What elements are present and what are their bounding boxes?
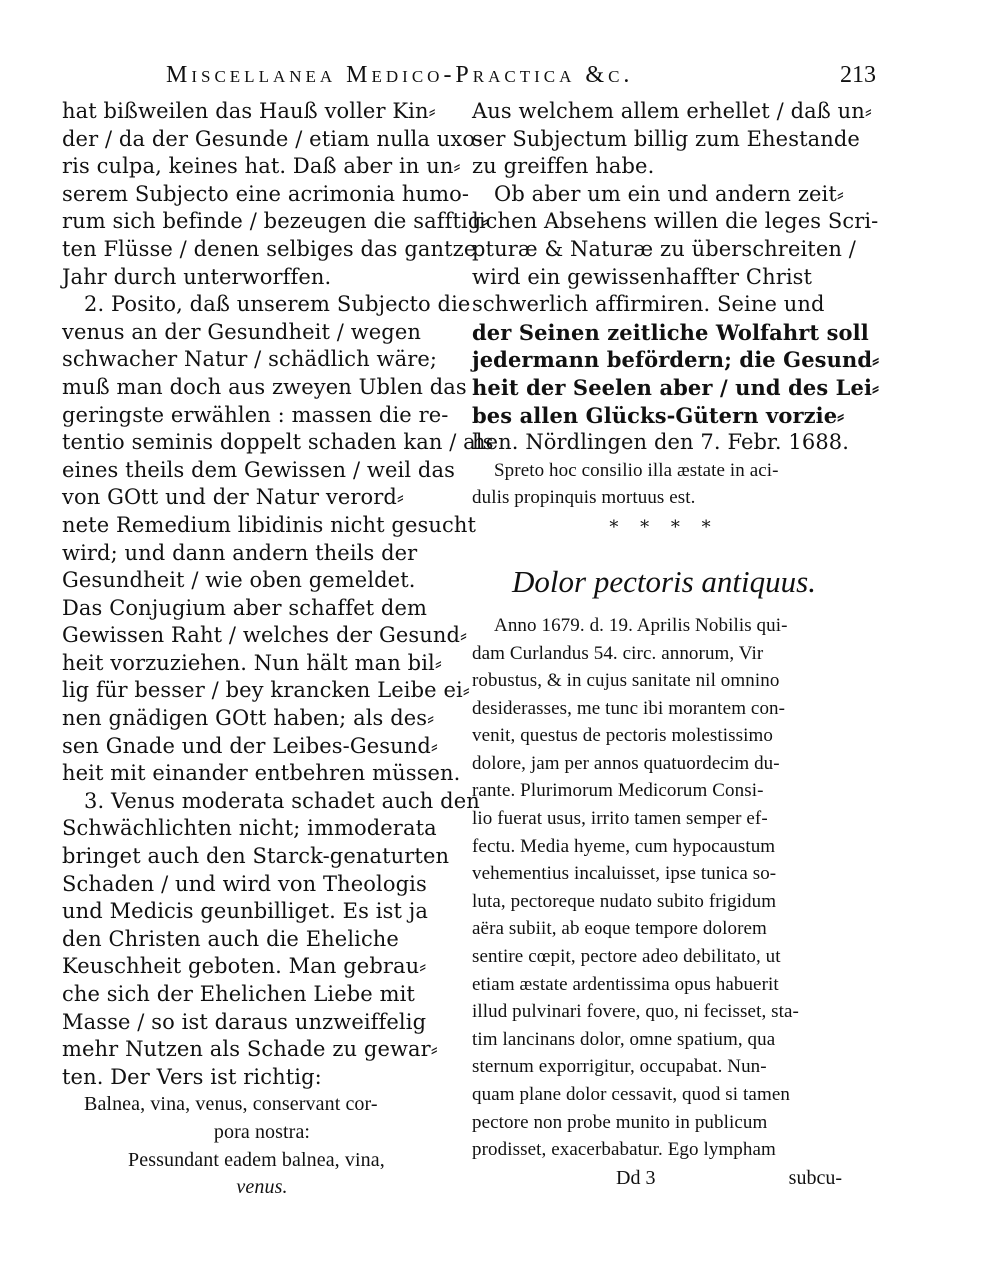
signature-mark: Dd 3 xyxy=(616,1166,656,1189)
text-line: pectore non probe munito in publicum xyxy=(472,1111,768,1133)
text-line: eines theils dem Gewissen / weil das xyxy=(62,457,455,482)
text-line: hat bißweilen das Hauß voller Kin⸗ xyxy=(62,99,436,123)
text-line: sternum exporrigitur, occupabat. Nun- xyxy=(472,1056,767,1078)
text-line: wird; und dann andern theils der xyxy=(62,540,418,565)
text-line: bes allen Glücks-Gütern vorzie⸗ xyxy=(472,402,845,428)
text-line: der / da der Gesunde / etiam nulla uxo- xyxy=(62,126,483,151)
left-column xyxy=(62,98,494,1199)
text-line: ten Flüsse / denen selbiges das gantze xyxy=(62,236,477,261)
verse-line: Balnea, vina, venus, conservant cor- xyxy=(84,1093,378,1116)
verse-line: Pessundant eadem balnea, vina, xyxy=(128,1148,385,1171)
text-line: Schaden / und wird von Theologis xyxy=(62,871,427,896)
text-line: nete Remedium libidinis nicht gesucht xyxy=(62,512,477,537)
running-head xyxy=(166,62,876,96)
catchword: subcu- xyxy=(788,1166,842,1189)
page-number: 213 xyxy=(840,62,876,88)
text-line: dulis propinquis mortuus est. xyxy=(472,487,696,509)
text-line: desiderasses, me tunc ibi morantem con- xyxy=(472,697,786,719)
text-line: illud pulvinari fovere, quo, ni fecisset, sta- xyxy=(472,1001,799,1023)
text-line: fectu. Media hyeme, cum hypocaustum xyxy=(472,835,776,857)
text-line: ten. Der Vers ist richtig: xyxy=(62,1064,322,1089)
verse-quotation xyxy=(62,1091,462,1201)
text-line: muß man doch aus zweyen Ublen das xyxy=(62,374,467,399)
text-line: Das Conjugium aber schaffet dem xyxy=(62,595,428,620)
text-line: venus an der Gesundheit / wegen xyxy=(62,319,422,344)
text-line: che sich der Ehelichen Liebe mit xyxy=(62,982,415,1006)
text-line: vehementius incaluisset, ipse tunica so- xyxy=(472,863,777,885)
ornament-stars: * * * * xyxy=(609,516,719,538)
text-line: zu greiffen habe. xyxy=(472,154,655,179)
text-line: venit, questus de pectoris molestissimo xyxy=(472,725,774,747)
text-line: lig für besser / bey krancken Leibe ei⸗ xyxy=(62,678,470,703)
text-line: dam Curlandus 54. circ. annorum, Vir xyxy=(472,642,764,664)
text-line: robustus, & in cujus sanitate nil omnino xyxy=(472,670,780,692)
text-line: und Medicis geunbilliget. Es ist ja xyxy=(62,899,428,924)
text-line: Ob aber um ein und andern zeit⸗ xyxy=(494,181,844,206)
text-line: Gesundheit / wie oben gemeldet. xyxy=(62,568,416,593)
text-line: 3. Venus moderata schadet auch den xyxy=(84,788,480,813)
text-line: ris culpa, keines hat. Daß aber in un⸗ xyxy=(62,154,461,179)
text-line: quam plane dolor cessavit, quod si tamen xyxy=(472,1084,790,1105)
text-line: von GOtt und der Natur verord⸗ xyxy=(62,485,405,510)
verse-line: pora nostra: xyxy=(213,1120,311,1143)
text-line: Masse / so ist daraus unzweiffelig xyxy=(62,1009,427,1034)
text-line: Schwächlichten nicht; immoderata xyxy=(62,816,437,841)
text-line: Gewissen Raht / welches der Gesund⸗ xyxy=(62,623,468,648)
text-line: luta, pectoreque nudato subito frigidum xyxy=(472,890,777,912)
text-line: Anno 1679. d. 19. Aprilis Nobilis qui- xyxy=(494,614,788,636)
text-line: geringste erwählen : massen die re- xyxy=(62,402,449,427)
text-line: schwerlich affirmiren. Seine und xyxy=(472,292,825,317)
text-line: Keuschheit geboten. Man gebrau⸗ xyxy=(62,954,427,979)
text-line: wird ein gewissenhaffter Christ xyxy=(472,264,813,289)
text-line: nen gnädigen GOtt haben; als des⸗ xyxy=(62,706,435,731)
text-line: Aus welchem allem erhellet / daß un⸗ xyxy=(472,99,872,123)
text-line: ser Subjectum billig zum Ehestande xyxy=(472,126,860,151)
text-line: prodisset, exacerbabatur. Ego lympham xyxy=(472,1139,776,1161)
text-line: schwacher Natur / schädlich wäre; xyxy=(62,347,438,372)
text-line: heit der Seelen aber / und des Lei⸗ xyxy=(472,374,880,400)
text-line: jedermann befördern; die Gesund⸗ xyxy=(472,347,880,373)
text-line: der Seinen zeitliche Wolfahrt soll xyxy=(472,319,869,345)
text-line: rante. Plurimorum Medicorum Consi- xyxy=(472,780,764,802)
text-line: sentire cœpit, pectore adeo debilitato, ut xyxy=(472,946,781,968)
text-line: dolore, jam per annos quatuordecim du- xyxy=(472,752,780,774)
verse-line: venus. xyxy=(236,1176,288,1199)
text-line: heit mit einander entbehren müssen. xyxy=(62,761,461,786)
text-line: Jahr durch unterworffen. xyxy=(62,264,332,289)
text-line: lio fuerat usus, irrito tamen semper ef- xyxy=(472,808,768,830)
section-title: Dolor pectoris antiquus. xyxy=(512,563,816,599)
text-line: den Christen auch die Eheliche xyxy=(62,926,399,951)
text-line: hen. Nördlingen den 7. Febr. 1688. xyxy=(472,430,850,455)
text-line: 2. Posito, daß unserem Subjecto die xyxy=(84,292,471,317)
text-line: tim lancinans dolor, omne spatium, qua xyxy=(472,1028,776,1050)
text-line: aëra subiit, ab eoque tempore dolorem xyxy=(472,918,767,940)
text-line: etiam æstate ardentissima opus habuerit xyxy=(472,973,779,995)
text-line: mehr Nutzen als Schade zu gewar⸗ xyxy=(62,1037,438,1062)
text-line: Spreto hoc consilio illa æstate in aci- xyxy=(494,459,779,481)
text-line: heit vorzuziehen. Nun hält man bil⸗ xyxy=(62,650,442,675)
text-line: bringet auch den Starck-genaturten xyxy=(62,844,450,869)
text-line: lichen Absehens willen die leges Scri- xyxy=(472,209,879,234)
text-line: serem Subjecto eine acrimonia humo- xyxy=(62,181,470,206)
text-line: rum sich befinde / bezeugen die safftig⸗ xyxy=(62,209,489,234)
running-head-title: Miscellanea Medico-Practica &c. xyxy=(166,62,634,88)
text-line: tentio seminis doppelt schaden kan / als xyxy=(62,430,494,455)
page-footer xyxy=(472,1164,856,1192)
text-line: pturæ & Naturæ zu überschreiten / xyxy=(472,236,856,261)
right-column xyxy=(472,98,880,1198)
text-line: sen Gnade und der Leibes-Gesund⸗ xyxy=(62,733,439,758)
